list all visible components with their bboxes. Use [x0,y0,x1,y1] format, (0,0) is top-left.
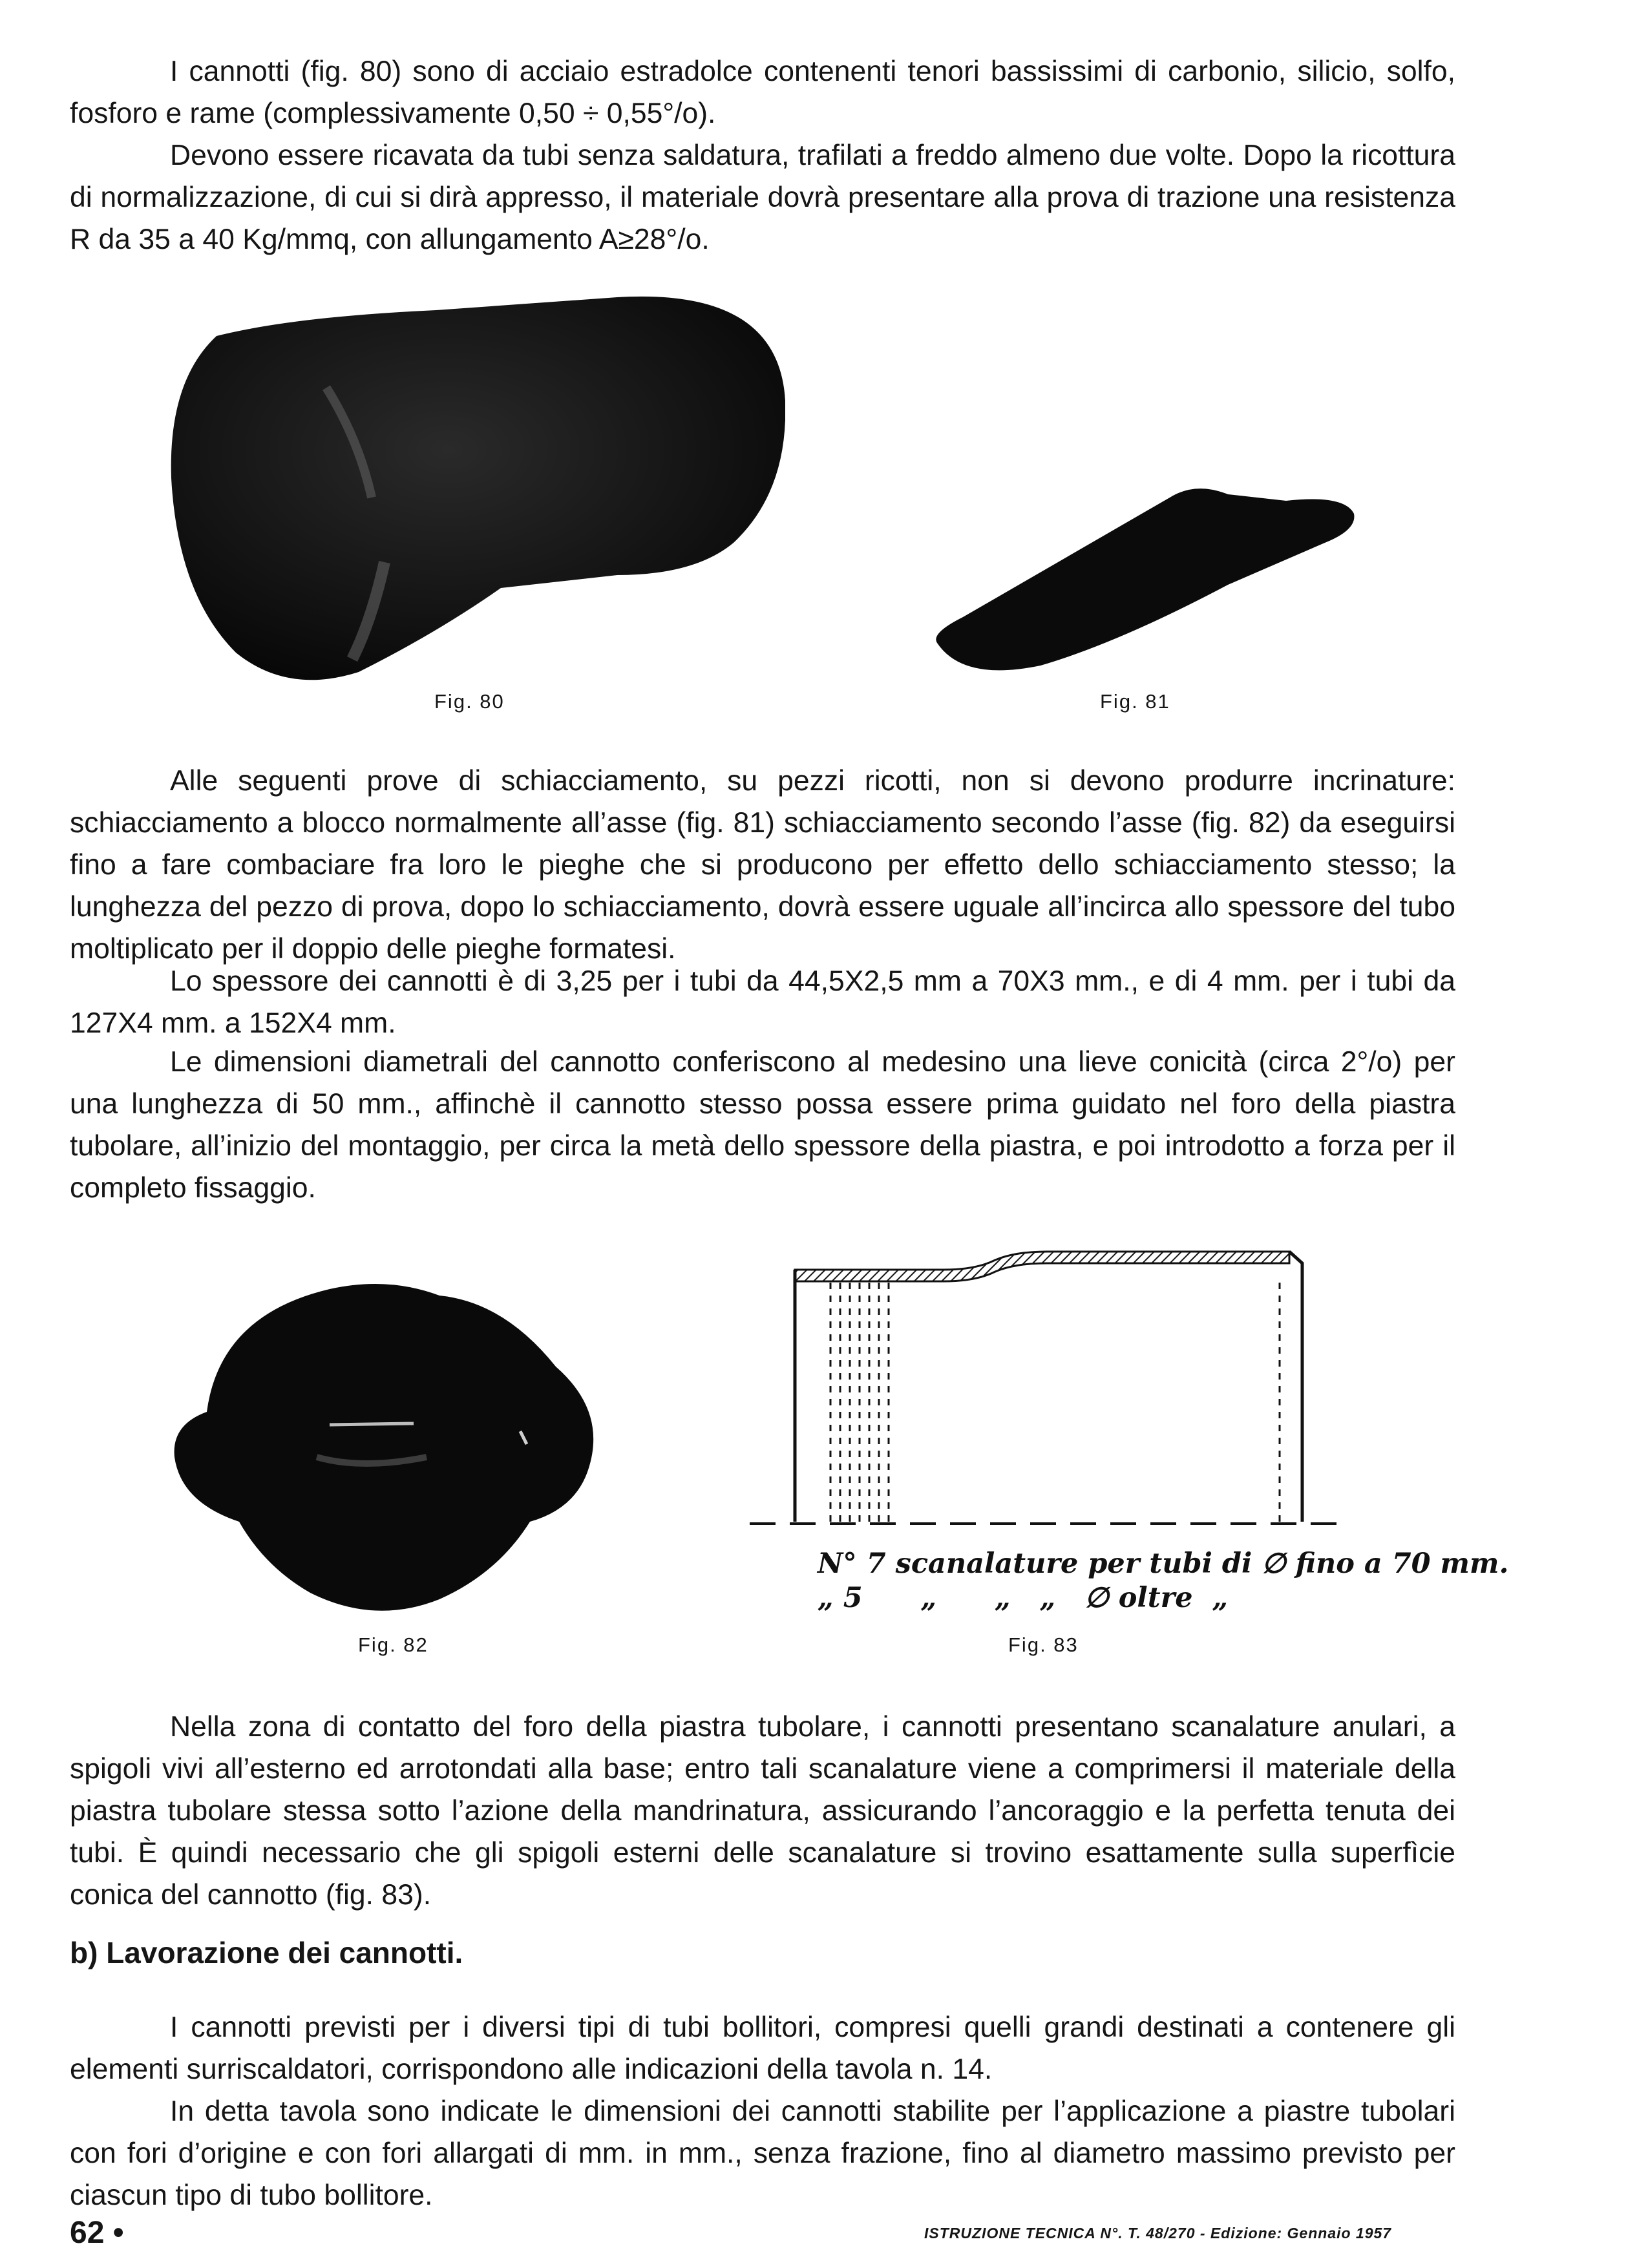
fig-80-caption: Fig. 80 [434,690,505,713]
fig-83-grooved-sleeve-diagram [750,1244,1344,1528]
paragraph-6: Nella zona di contatto del foro della piastra tubolare, i cannotti presentano scanalature anulari, a spigoli vivi all’esterno ed arrotondati alla base; entro tali scanalature viene a comprimersi il materiale della piastra tubolare stessa sotto l’azione della mandrinatura, assicurando l’ancoraggio e la perfetta tenuta dei tubi. È quindi necessario che gli spigoli esterni delle scanalature si trovino esattamente sulla superfìcie conica del cannotto (fig. 83). [70,1711,1455,1911]
paragraph-3: Alle seguenti prove di schiacciamento, su pezzi ricotti, non si devono produrre incrinature: schiacciamento a blocco normalmente all’asse (fig. 81) schiacciamento secondo l’asse (fig. 82) da eseguirsi fino a fare combaciare fra loro le pieghe che si producono per effetto dello schiacciamento stesso; la lunghezza del pezzo di prova, dopo lo schiacciamento, dovrà essere uguale all’incirca allo spessore del tubo moltiplicato per il doppio delle pieghe formatesi. [70,765,1455,965]
fig-83-note-line-2: „ 5 „ „ „ ∅ oltre „ [818,1582,1229,1614]
section-heading: b) Lavorazione dei cannotti. [70,1936,463,1969]
fig-81-flattened-tube-photo [924,481,1357,675]
paragraph-8: In detta tavola sono indicate le dimensioni dei cannotti stabilite per l’applicazione a piastre tubolari con fori d’origine e con fori allargati di mm. in mm., senza frazione, fino al diametro massimo previsto per ciascun tipo di tubo bollitore. [70,2095,1455,2211]
fig-83-caption: Fig. 83 [1008,1633,1079,1656]
paragraph-1: I cannotti (fig. 80) sono di acciaio estradolce contenenti tenori bassissimi di carbonio, silicio, solfo, fosforo e rame (complessivamente 0,50 ÷ 0,55°/o). [70,56,1455,129]
page-number: 62 • [70,2216,124,2250]
paragraph-7: I cannotti previsti per i diversi tipi di tubi bollitori, compresi quelli grandi destinati a contenere gli elementi surriscaldatori, corrispondono alle indicazioni della tavola n. 14. [70,2011,1455,2085]
paragraph-5: Le dimensioni diametrali del cannotto conferiscono al medesino una lieve conicità (circa 2°/o) per una lunghezza di 50 mm., affinchè il cannotto stesso possa essere prima guidato nel foro della piastra tubolare, all’inizio del montaggio, per circa la metà dello spessore della piastra, e poi introdotto a forza per il completo fissaggio. [70,1046,1455,1204]
paragraph-4: Lo spessore dei cannotti è di 3,25 per i tubi da 44,5X2,5 mm a 70X3 mm., e di 4 mm. per i tubi da 127X4 mm. a 152X4 mm. [70,965,1455,1039]
fig-81-caption: Fig. 81 [1100,690,1170,713]
fig-80-tube-photo [165,284,785,685]
fig-82-crushed-tube-photo [168,1263,607,1625]
fig-83-note-line-1: N° 7 scanalature per tubi di ∅ fino a 70 mm. [818,1548,1509,1580]
fig-82-caption: Fig. 82 [358,1633,428,1656]
publication-reference: ISTRUZIONE TECNICA N°. T. 48/270 - Edizione: Gennaio 1957 [924,2225,1392,2242]
paragraph-2: Devono essere ricavata da tubi senza saldatura, trafilati a freddo almeno due volte. Dopo la ricottura di normalizzazione, di cui si dirà appresso, il materiale dovrà presentare alla prova di trazione una resistenza R da 35 a 40 Kg/mmq, con allungamento A≥28°/o. [70,140,1455,255]
